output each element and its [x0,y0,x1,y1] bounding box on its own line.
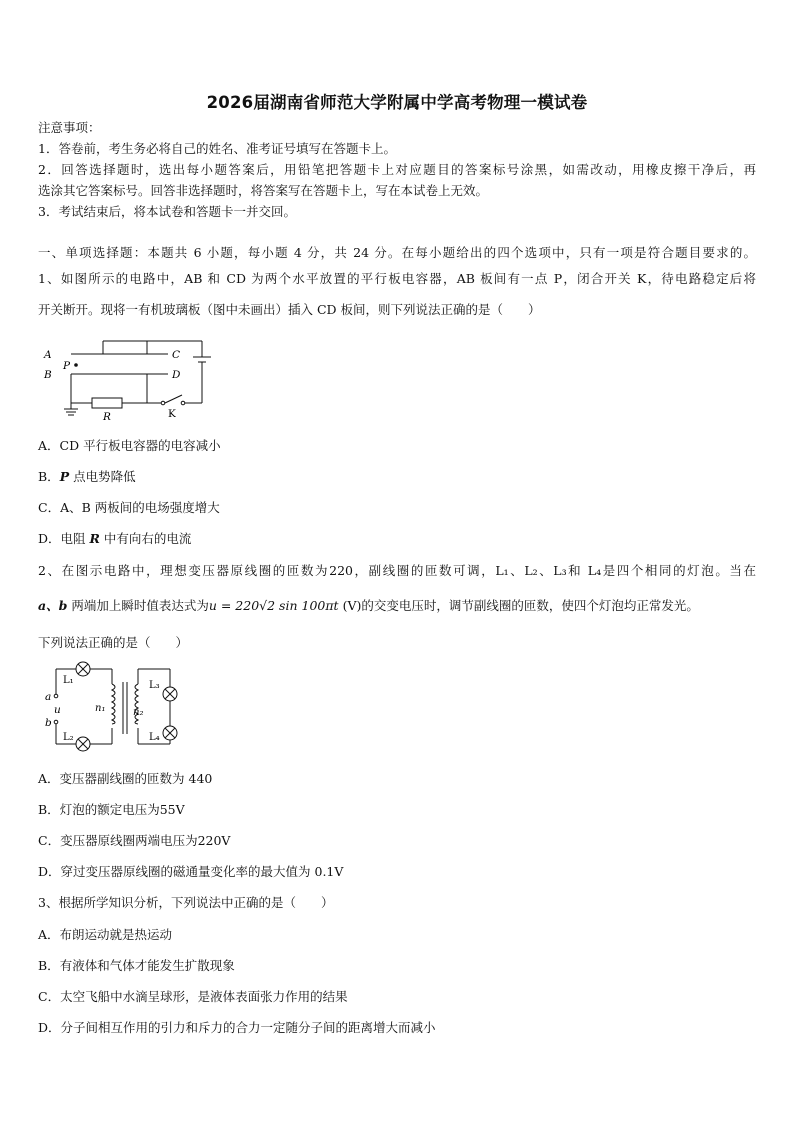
option-letter: D． [38,1020,61,1035]
notice-item-2: 2．回答选择题时，选出每小题答案后，用铅笔把答题卡上对应题目的答案标号涂黑，如需改动，用橡皮擦干净后，再 [38,162,756,177]
option-text-pre: 电阻 [60,531,90,546]
q1-label-B: B [44,369,52,381]
q2-stem-line1: 2、在图示电路中，理想变压器原线圈的匝数为220，副线圈的匝数可调，L₁、L₂、L₃和 L₄是四个相同的灯泡。当在 [38,563,756,578]
option-letter: B． [38,469,60,484]
option-variable: P [59,469,70,484]
option-letter: C． [38,500,61,515]
q3-stem: 3、根据所学知识分析，下列说法中正确的是（ ） [38,895,334,910]
q1-label-R: R [103,411,111,421]
option-letter: C． [38,833,61,848]
option-text: 点电势降低 [69,469,136,484]
q2-stem-line3: 下列说法正确的是（ ） [38,635,189,650]
q2-label-n1: n₁ [95,703,106,714]
q2-label-L2: L₂ [63,732,74,743]
option-letter: A． [38,927,60,942]
option-letter: C． [38,989,61,1004]
q2-label-b: b [45,717,52,729]
q1-option-b [38,468,136,486]
q1-circuit-diagram [36,331,226,421]
q2-option-c [38,832,230,850]
q1-option-d [38,530,191,548]
option-letter: B． [38,802,60,817]
q1-label-A: A [44,349,52,361]
option-text: A、B 两板间的电场强度增大 [60,500,220,515]
q2-label-n2: n₂ [133,707,144,718]
option-variable: R [89,531,100,546]
option-text: 灯泡的额定电压为55V [59,802,185,817]
q3-option-a [38,926,172,944]
q1-stem-line2: 开关断开。现将一有机玻璃板（图中未画出）插入 CD 板间，则下列说法正确的是（ ） [38,302,541,317]
q2-terminals: a、b [38,598,68,613]
option-letter: B． [38,958,60,973]
option-letter: D． [38,531,61,546]
notice-item-2-cont: 选涂其它答案标号。回答非选择题时，将答案写在答题卡上，写在本试卷上无效。 [38,183,489,198]
q2-option-d [38,863,343,881]
q1-label-C: C [172,349,181,361]
option-text: 太空飞船中水滴呈球形，是液体表面张力作用的结果 [60,989,348,1004]
option-letter: A． [38,438,60,453]
q2-stem-line2 [38,597,699,615]
option-text: 穿过变压器原线圈的磁通量变化率的最大值为 0.1V [60,864,344,879]
q1-option-a [38,437,221,455]
q3-option-c [38,988,348,1006]
q1-option-c [38,499,220,517]
q2-label-L3: L₃ [149,680,160,691]
q2-stem-text: 两端加上瞬时值表达式为 [67,598,209,613]
option-letter: D． [38,864,61,879]
q1-label-K: K [168,408,176,420]
page-title: 2026届湖南省师范大学附属中学高考物理一模试卷 [206,93,588,112]
q2-option-b [38,801,185,819]
q3-option-b [38,957,235,975]
q2-transformer-diagram [38,656,198,756]
q1-stem-line1: 1、如图所示的电路中，AB 和 CD 为两个水平放置的平行板电容器，AB 板间有一点 P，闭合开关 K，待电路稳定后将 [38,271,756,286]
notice-heading: 注意事项： [38,120,101,135]
option-text: 布朗运动就是热运动 [59,927,173,942]
q1-label-D: D [172,369,181,381]
option-text: 分子间相互作用的引力和斥力的合力一定随分子间的距离增大而减小 [60,1020,436,1035]
q2-option-a [38,770,212,788]
notice-item-3: 3．考试结束后，将本试卷和答题卡一并交回。 [38,204,296,219]
option-letter: A． [38,771,60,786]
notice-item-1: 1．答卷前，考生务必将自己的姓名、准考证号填写在答题卡上。 [38,141,396,156]
section-heading: 一、单项选择题：本题共 6 小题，每小题 4 分，共 24 分。在每小题给出的四个选项中，只有一项是符合题目要求的。 [38,245,756,260]
q2-label-a: a [45,691,52,703]
option-text: CD 平行板电容器的电容减小 [59,438,221,453]
option-text: 有液体和气体才能发生扩散现象 [59,958,235,973]
q2-label-u: u [54,704,61,716]
q3-option-d [38,1019,436,1037]
q2-stem-text-end: (V)的交变电压时，调节副线圈的匝数，使四个灯泡均正常发光。 [338,598,699,613]
q2-label-L1: L₁ [63,675,74,686]
option-text: 变压器副线圈的匝数为 440 [59,771,213,786]
option-text: 变压器原线圈两端电压为220V [60,833,231,848]
q2-formula: u = 220√2 sin 100πt [208,598,339,613]
q2-label-L4: L₄ [149,732,160,743]
option-text: 中有向右的电流 [99,531,192,546]
q1-label-P: P [63,360,71,372]
